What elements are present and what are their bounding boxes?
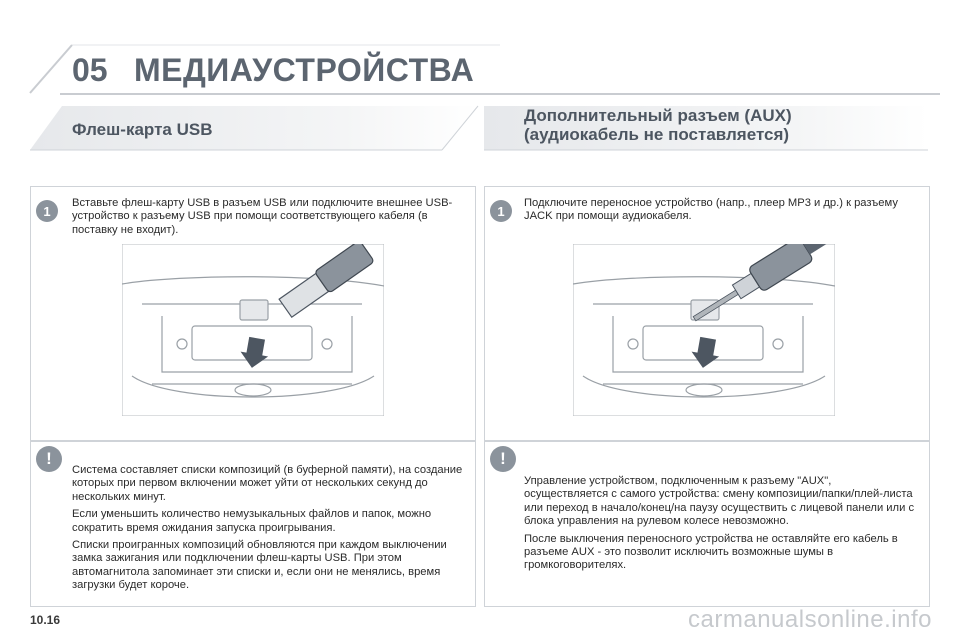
left-notes (72, 464, 464, 597)
right-step-badge: 1 (490, 200, 512, 222)
left-section-title: Флеш-карта USB (72, 120, 213, 139)
usb-illustration (122, 244, 384, 416)
left-step-badge: 1 (36, 200, 58, 222)
right-note-1: Управление устройством, подключенным к разъему "AUX", осуществляется с самого устройства: смену композиции/папки/плей-листа или переход в начало/конец/на паузу осуществить с лицевой панели или с блока управления на рулевом колесе невозможно. (524, 475, 915, 528)
left-note-2: Если уменьшить количество немузыкальных файлов и папок, можно сократить время ожидания запуска проигрывания. (72, 508, 432, 534)
chapter-number: 05 (72, 52, 108, 88)
watermark: carmanualsonline.info (688, 606, 932, 633)
left-note-3: Списки проигранных композиций обновляются при каждом выключении замка зажигания или подключении флеш-карты USB. При этом автомагнитола запоминает эти списки и, если они не менялись, время загрузки будет короче. (72, 539, 447, 592)
left-warning-icon: ! (36, 446, 62, 472)
header-rule (60, 93, 940, 95)
right-section-title-line2: (аудиокабель не поставляется) (524, 125, 790, 144)
chapter-title: МЕДИАУСТРОЙСТВА (134, 52, 475, 88)
aux-illustration (573, 244, 835, 416)
right-section-title-line1: Дополнительный разъем (AUX) (524, 106, 792, 125)
right-note-2: После выключения переносного устройства не оставляйте его кабель в разъеме AUX - это позволит исключить возможные шумы в громкоговорителях. (524, 532, 898, 572)
left-step-text: Вставьте флеш-карту USB в разъем USB или подключите внешнее USB-устройство к разъему USB при помощи соответствующего кабеля (в поставку не входит). (72, 197, 453, 236)
right-step-text: Подключите переносное устройство (напр., плеер MP3 и др.) к разъему JACK при помощи аудиокабеля. (524, 197, 898, 223)
left-note-1: Система составляет списки композиций (в буферной памяти), на создание которых при первом включении может уйти от нескольких секунд до нескольких минут. (72, 464, 463, 503)
page-number: 10.16 (30, 613, 61, 627)
right-notes (524, 475, 916, 577)
right-warning-icon: ! (490, 446, 516, 472)
